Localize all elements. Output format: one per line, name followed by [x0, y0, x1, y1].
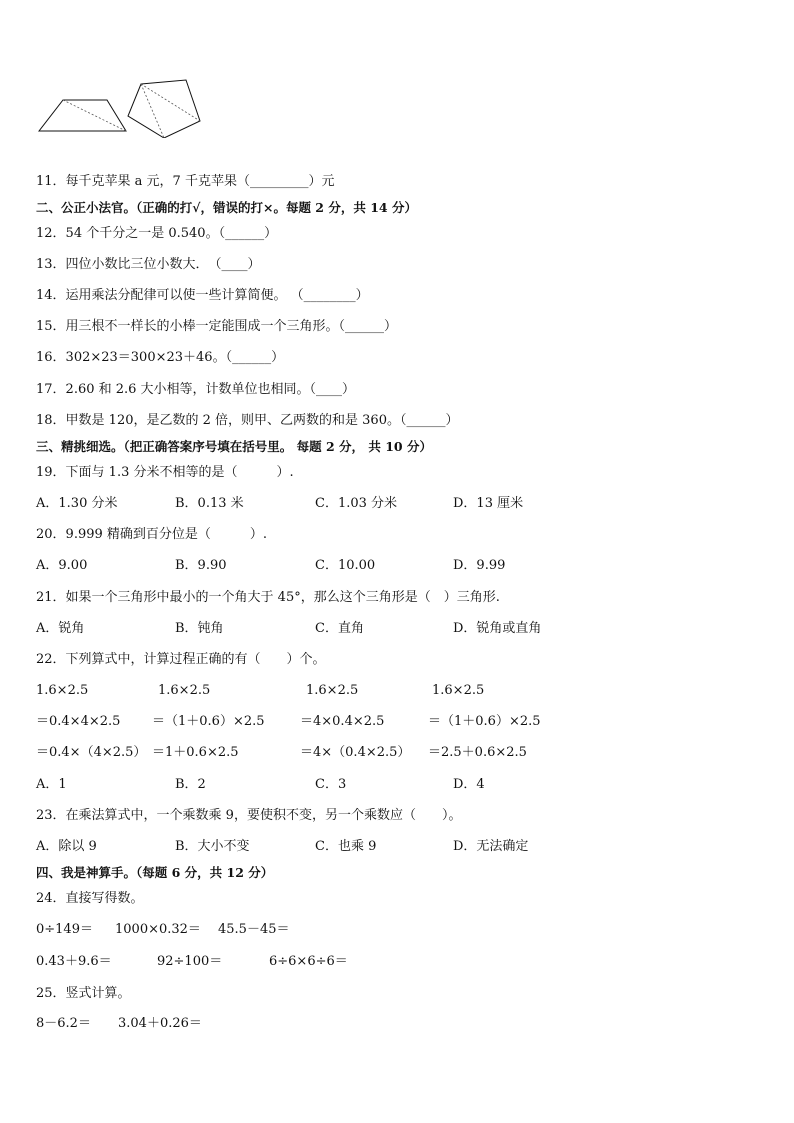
q19-option-d: D．13 厘米 [453, 496, 524, 511]
question-16: 16．302×23＝300×23＋46。（______） [36, 350, 285, 365]
q19-option-c: C．1.03 分米 [315, 496, 398, 511]
q19-option-a: A．1.30 分米 [36, 496, 118, 511]
pentagon-figure [128, 80, 200, 138]
question-14: 14．运用乘法分配律可以使一些计算简便。 （________） [36, 288, 369, 303]
q22-option-a: A．1 [36, 777, 67, 792]
q22-expr-1-line2: ＝0.4×4×2.5 [36, 714, 121, 729]
q24-item-4: 0.43＋9.6＝ [36, 954, 112, 969]
geometry-figures [36, 78, 216, 138]
question-13: 13．四位小数比三位小数大． （____） [36, 257, 261, 272]
q22-expr-3-line2: ＝4×0.4×2.5 [300, 714, 385, 729]
q21-option-d: D．锐角或直角 [453, 621, 542, 636]
q19-option-b: B．0.13 米 [175, 496, 244, 511]
q23-option-b: B．大小不变 [175, 839, 250, 854]
question-22-stem: 22．下列算式中，计算过程正确的有（ ）个。 [36, 652, 326, 667]
question-19-stem: 19．下面与 1.3 分米不相等的是（ ）. [36, 465, 294, 480]
q24-item-1: 0÷149＝ [36, 922, 93, 937]
trapezoid-figure [39, 100, 126, 131]
q24-item-3: 45.5－45＝ [218, 922, 290, 937]
q22-option-b: B．2 [175, 777, 206, 792]
section-3-heading: 三、精挑细选。（把正确答案序号填在括号里。 每题 2 分， 共 10 分） [36, 439, 432, 454]
question-17: 17．2.60 和 2.6 大小相等，计数单位也相同。（____） [36, 382, 356, 397]
q24-item-6: 6÷6×6÷6＝ [269, 954, 348, 969]
q22-expr-1-line3: ＝0.4×（4×2.5） [36, 745, 147, 760]
question-11: 11．每千克苹果 a 元，7 千克苹果（_________）元 [36, 174, 335, 189]
q23-option-a: A．除以 9 [36, 839, 97, 854]
q22-expr-3-line1: 1.6×2.5 [306, 683, 359, 698]
q22-expr-2-line2: ＝（1＋0.6）×2.5 [152, 714, 265, 729]
q22-expr-4-line1: 1.6×2.5 [432, 683, 485, 698]
question-21-stem: 21．如果一个三角形中最小的一个角大于 45°，那么这个三角形是（ ）三角形. [36, 590, 500, 605]
q20-option-d: D．9.99 [453, 558, 506, 573]
question-15: 15．用三根不一样长的小棒一定能围成一个三角形。（______） [36, 319, 398, 334]
question-12: 12．54 个千分之一是 0.540。（______） [36, 226, 278, 241]
question-25-stem: 25．竖式计算。 [36, 986, 131, 1001]
q23-option-c: C．也乘 9 [315, 839, 377, 854]
q22-option-c: C．3 [315, 777, 347, 792]
q22-expr-2-line3: ＝1＋0.6×2.5 [152, 745, 239, 760]
q22-expr-4-line2: ＝（1＋0.6）×2.5 [428, 714, 541, 729]
question-20-stem: 20．9.999 精确到百分位是（ ）. [36, 527, 268, 542]
q22-expr-1-line1: 1.6×2.5 [36, 683, 89, 698]
q21-option-b: B．钝角 [175, 621, 224, 636]
q25-item-2: 3.04＋0.26＝ [118, 1016, 202, 1031]
q21-option-a: A．锐角 [36, 621, 85, 636]
q22-expr-4-line3: ＝2.5＋0.6×2.5 [428, 745, 527, 760]
q23-option-d: D．无法确定 [453, 839, 529, 854]
q22-option-d: D．4 [453, 777, 485, 792]
question-24-stem: 24．直接写得数。 [36, 891, 144, 906]
q20-option-b: B．9.90 [175, 558, 227, 573]
section-2-heading: 二、公正小法官。（正确的打√，错误的打×。每题 2 分，共 14 分） [36, 200, 417, 215]
q20-option-c: C．10.00 [315, 558, 376, 573]
q25-item-1: 8－6.2＝ [36, 1016, 91, 1031]
q24-item-2: 1000×0.32＝ [115, 922, 201, 937]
q22-expr-3-line3: ＝4×（0.4×2.5） [300, 745, 411, 760]
q20-option-a: A．9.00 [36, 558, 88, 573]
q24-item-5: 92÷100＝ [157, 954, 223, 969]
section-4-heading: 四、我是神算手。（每题 6 分，共 12 分） [36, 865, 274, 880]
q21-option-c: C．直角 [315, 621, 364, 636]
question-18: 18．甲数是 120，是乙数的 2 倍，则甲、乙两数的和是 360。（______） [36, 413, 459, 428]
question-23-stem: 23．在乘法算式中，一个乘数乘 9，要使积不变，另一个乘数应（ ）。 [36, 808, 462, 823]
q22-expr-2-line1: 1.6×2.5 [158, 683, 211, 698]
